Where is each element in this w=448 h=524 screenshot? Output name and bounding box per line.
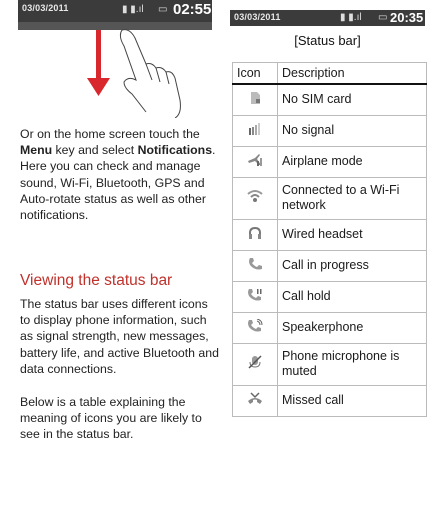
speakerphone-icon <box>247 319 263 333</box>
finger-icon <box>120 30 180 118</box>
intro-text: . Here you can check and manage sound, Wi-Fi, Bluetooth, GPS and Auto-rotate status as well as other notifications. <box>20 143 216 223</box>
table-cell-description: Call hold <box>278 281 427 312</box>
section-heading: Viewing the status bar <box>20 272 173 289</box>
table-row <box>233 115 427 146</box>
signal-icon: ▮ ▮.ıl <box>340 12 362 23</box>
column-header-description: Description <box>278 63 427 85</box>
table-cell-description: Phone microphone is muted <box>278 343 427 385</box>
table-intro-paragraph: Below is a table explaining the meaning of icons you are likely to see in the status bar. <box>20 395 202 442</box>
table-row <box>233 312 427 343</box>
status-date: 03/03/2011 <box>22 3 69 13</box>
battery-icon: ▭ <box>378 12 388 23</box>
missed-call-icon <box>247 392 263 406</box>
illustration-status-bar <box>18 0 212 24</box>
table-row <box>233 219 427 250</box>
signal-icon: ▮ ▮.ıl <box>122 4 144 15</box>
down-arrow-icon <box>87 30 110 96</box>
table-cell-description: No SIM card <box>278 84 427 115</box>
wifi-icon <box>247 189 263 203</box>
table-row <box>233 343 427 385</box>
drag-down-gesture-illustration <box>80 28 200 118</box>
status-bar-example <box>230 10 425 26</box>
mic-muted-icon <box>247 355 263 369</box>
call-hold-icon <box>247 288 263 302</box>
intro-text: key and select <box>52 143 138 158</box>
table-cell-description: Call in progress <box>278 250 427 281</box>
table-row <box>233 146 427 177</box>
table-row <box>233 281 427 312</box>
table-header-row <box>233 63 427 85</box>
call-in-progress-icon <box>247 257 263 271</box>
notifications-label: Notifications <box>137 143 213 158</box>
airplane-mode-icon <box>247 153 263 167</box>
table-cell-description: Connected to a Wi-Fi network <box>278 177 427 219</box>
table-row <box>233 84 427 115</box>
table-row <box>233 250 427 281</box>
table-cell-description: Airplane mode <box>278 146 427 177</box>
no-sim-icon <box>247 91 263 105</box>
intro-text: Or on the home screen touch the <box>20 127 200 141</box>
table-cell-description: Speakerphone <box>278 312 427 343</box>
status-date: 03/03/2011 <box>234 12 281 22</box>
column-header-icon: Icon <box>233 63 278 85</box>
table-row <box>233 385 427 416</box>
headset-icon <box>247 226 263 240</box>
table-row <box>233 177 427 219</box>
status-time: 02:55 <box>173 1 212 18</box>
status-time: 20:35 <box>390 10 424 25</box>
status-icons-table <box>232 62 427 417</box>
table-cell-description: No signal <box>278 115 427 146</box>
status-bar-paragraph: The status bar uses different icons to display phone information, such as signal strength, new messages, battery life, and active Bluetooth and data connections. <box>20 297 219 376</box>
menu-key-label: Menu <box>20 143 53 158</box>
table-cell-description: Wired headset <box>278 219 427 250</box>
status-bar-caption: [Status bar] <box>294 33 361 48</box>
table-cell-description: Missed call <box>278 385 427 416</box>
battery-icon: ▭ <box>158 4 168 15</box>
no-signal-icon <box>247 122 263 136</box>
intro-paragraph <box>20 126 220 223</box>
